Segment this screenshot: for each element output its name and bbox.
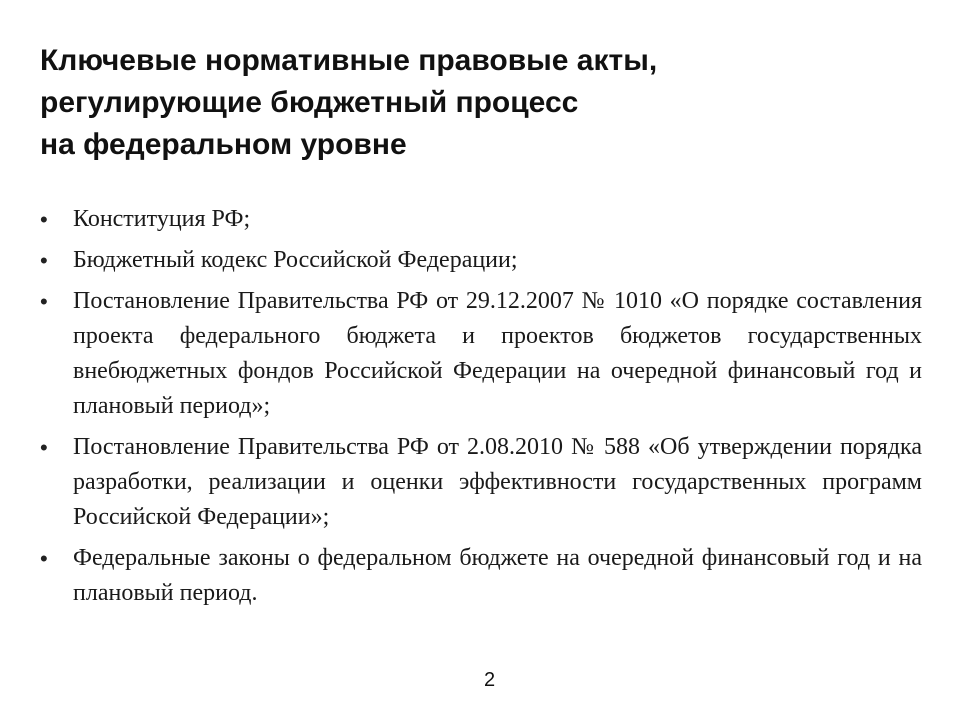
bullet-marker-icon: • bbox=[40, 546, 48, 571]
bullet-marker-icon: • bbox=[40, 289, 48, 314]
bullet-list bbox=[40, 202, 922, 617]
bullet-text: Конституция РФ; bbox=[73, 206, 251, 232]
title-line-3: на федеральном уровне bbox=[40, 128, 407, 161]
bullet-item-resolution-1010 bbox=[40, 284, 922, 424]
bullet-item-constitution bbox=[40, 202, 922, 237]
bullet-text: Постановление Правительства РФ от 29.12.2007 № 1010 «О порядке составления проекта федерального бюджета и проектов бюджетов государственных внебюджетных фондов Российской Федерации на очередной финансовый год и плановый период»; bbox=[73, 288, 922, 419]
bullet-text: Постановление Правительства РФ от 2.08.2010 № 588 «Об утверждении порядка разработки, реализации и оценки эффективности государственных программ Российской Федерации»; bbox=[73, 434, 922, 530]
bullet-marker-icon: • bbox=[40, 435, 48, 460]
bullet-item-resolution-588 bbox=[40, 430, 922, 535]
title-line-1: Ключевые нормативные правовые акты, bbox=[40, 44, 658, 77]
page-number: 2 bbox=[484, 669, 496, 691]
bullet-marker-icon: • bbox=[40, 207, 48, 232]
bullet-text: Бюджетный кодекс Российской Федерации; bbox=[73, 247, 518, 273]
slide-title bbox=[40, 40, 920, 166]
bullet-marker-icon: • bbox=[40, 248, 48, 273]
bullet-item-budget-code bbox=[40, 243, 922, 278]
bullet-text: Федеральные законы о федеральном бюджете на очередной финансовый год и на плановый период. bbox=[73, 545, 922, 606]
bullet-item-federal-laws bbox=[40, 541, 922, 611]
title-line-2: регулирующие бюджетный процесс bbox=[40, 86, 579, 119]
